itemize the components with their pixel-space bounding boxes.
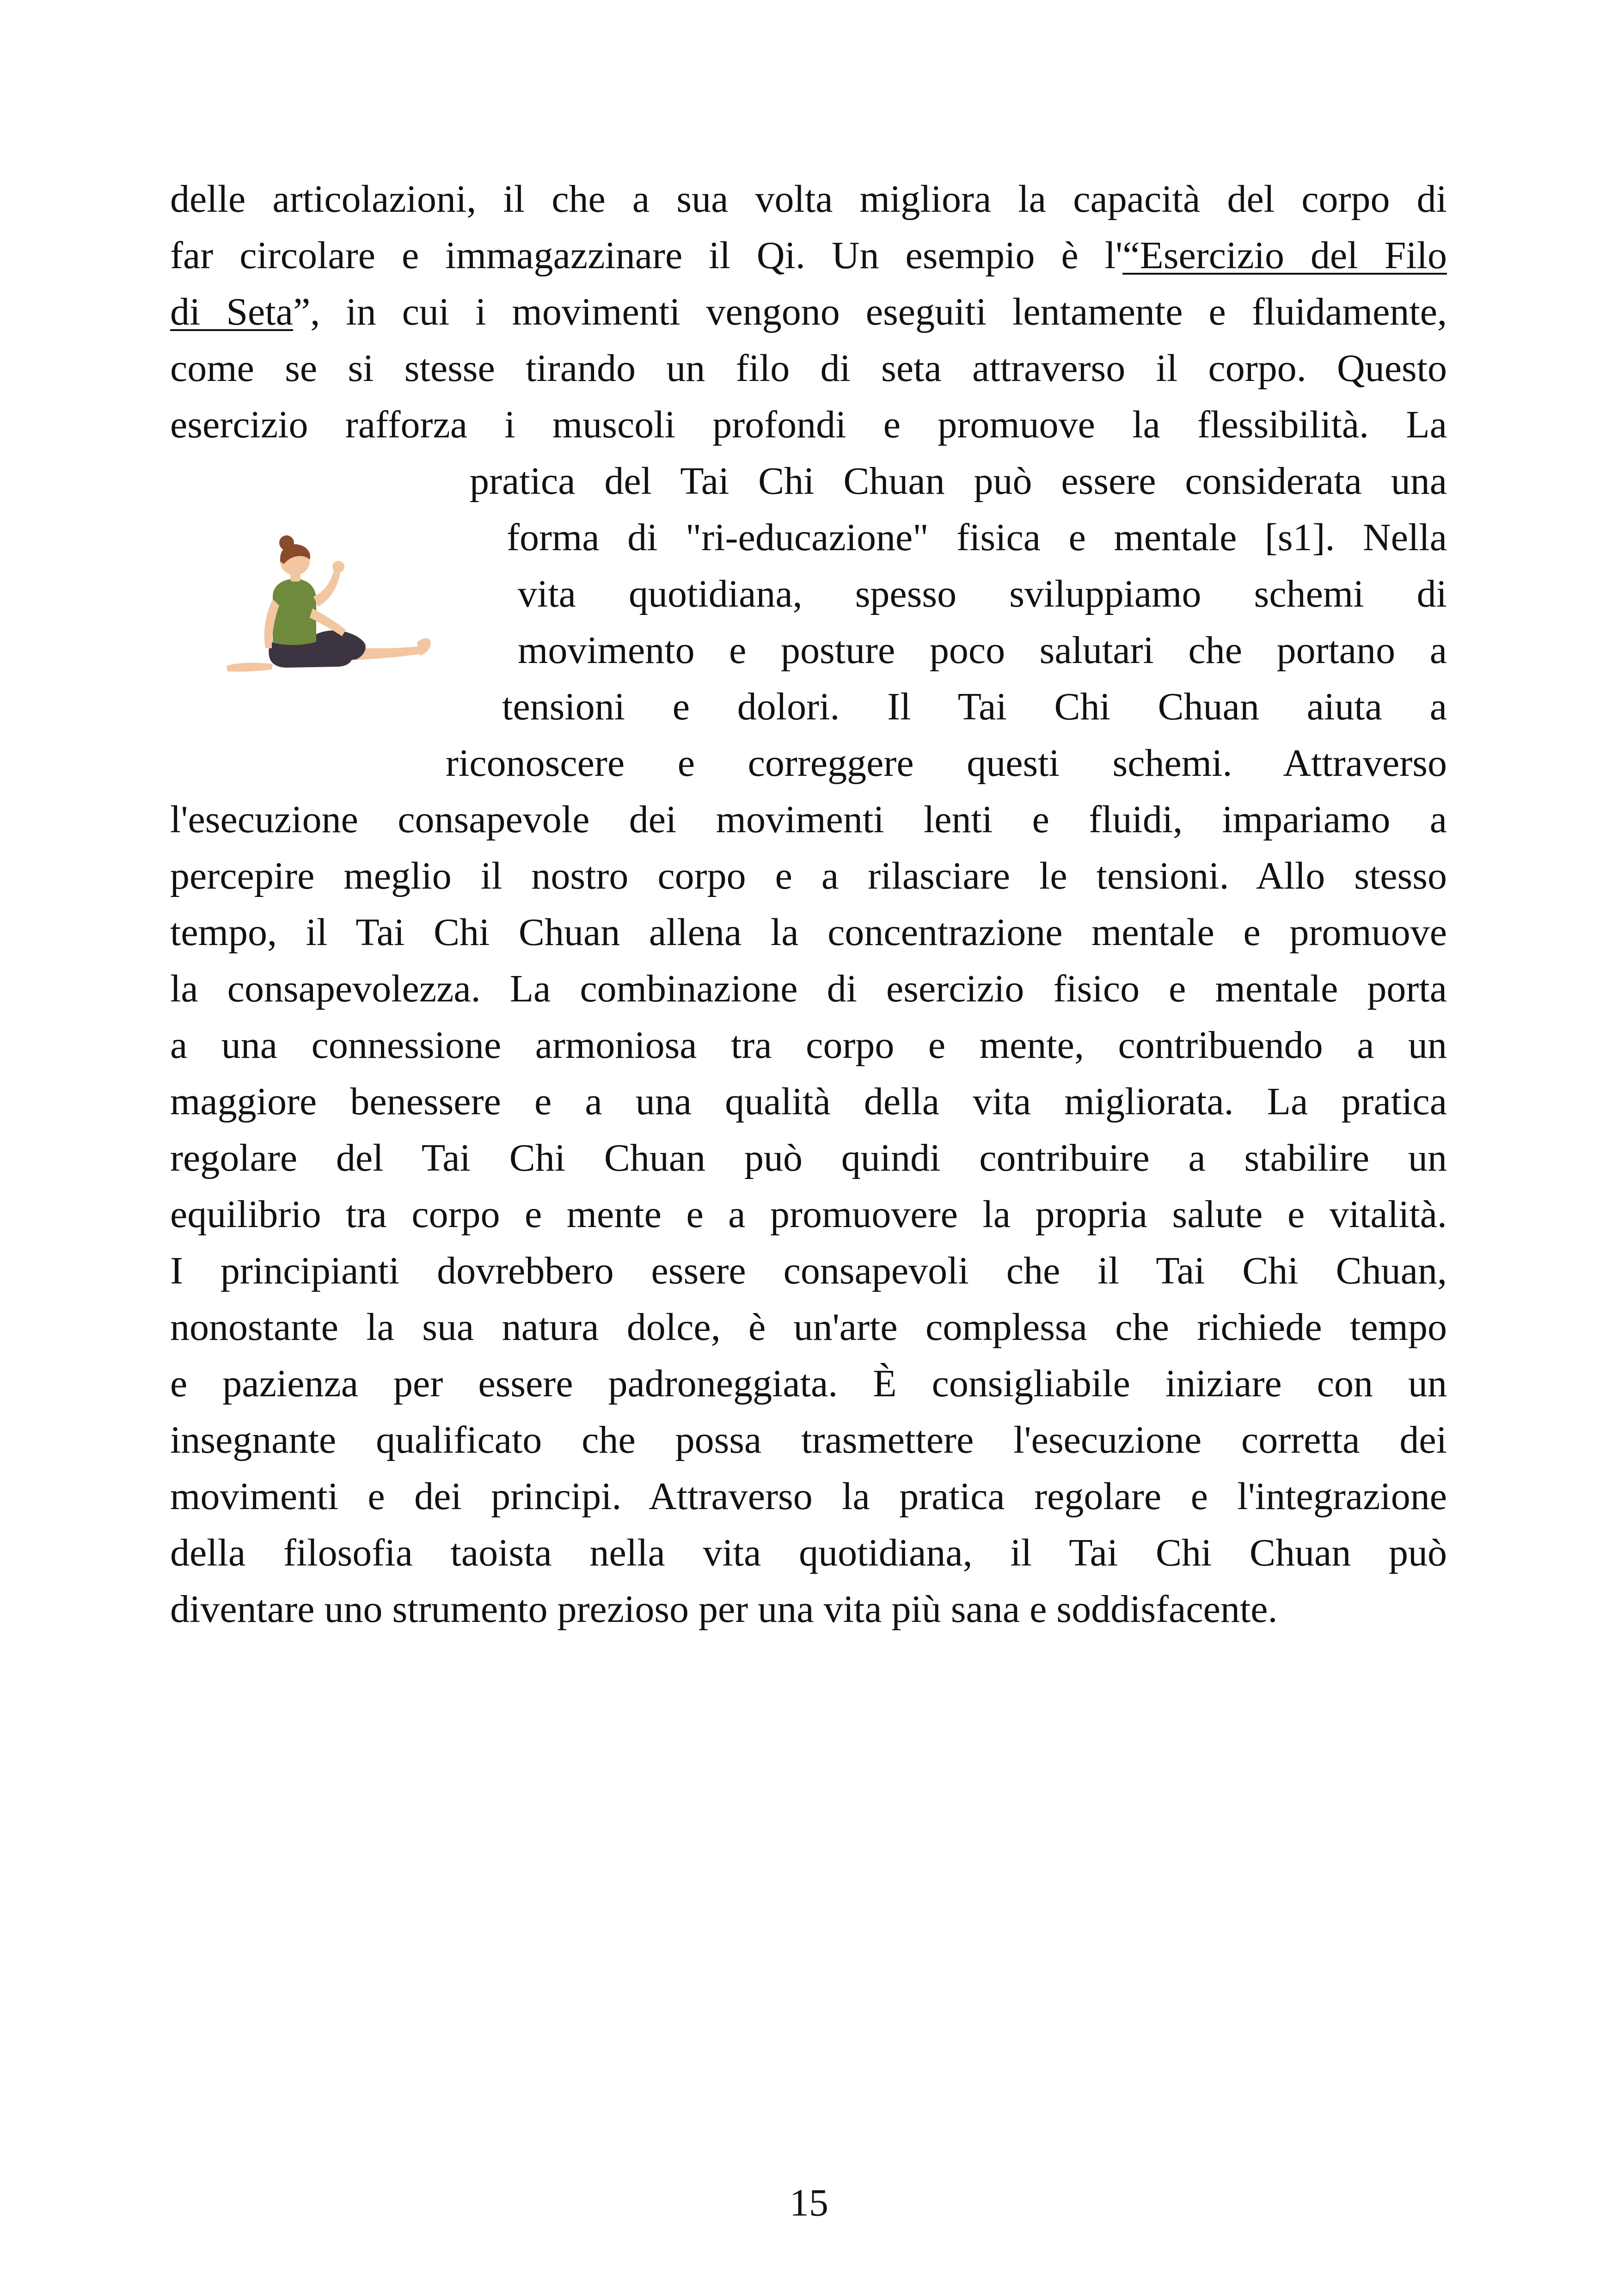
text-line-wrapped: forma di "ri-educazione" fisica e mentale [s1]. Nella <box>507 516 1447 559</box>
text-line: diventare uno strumento prezioso per una vita più sana e soddisfacente. <box>170 1588 1278 1631</box>
text-line: equilibrio tra corpo e mente e a promuovere la propria salute e vitalità. <box>170 1193 1447 1236</box>
text-line: percepire meglio il nostro corpo e a rilasciare le tensioni. Allo stesso <box>170 854 1447 897</box>
text-line-wrapped: vita quotidiana, spesso sviluppiamo schemi di <box>518 572 1447 615</box>
text-line: I principianti dovrebbero essere consapevoli che il Tai Chi Chuan, <box>170 1249 1447 1292</box>
text-line <box>170 227 1447 284</box>
text-line: esercizio rafforza i muscoli profondi e promuove la flessibilità. La <box>170 403 1447 446</box>
exercise-link-continued[interactable]: di Seta <box>170 290 293 333</box>
text-fragment: far circolare e immagazzinare il Qi. Un esempio è l' <box>170 234 1123 277</box>
text-line: la consapevolezza. La combinazione di esercizio fisico e mentale porta <box>170 967 1447 1010</box>
text-fragment: ”, in cui i movimenti vengono eseguiti lentamente e fluidamente, <box>293 290 1447 333</box>
text-line: movimenti e dei principi. Attraverso la pratica regolare e l'integrazione <box>170 1475 1447 1518</box>
text-line: regolare del Tai Chi Chuan può quindi contribuire a stabilire un <box>170 1136 1447 1179</box>
page-number: 15 <box>790 2181 828 2224</box>
exercise-link[interactable]: “Esercizio del Filo <box>1122 234 1447 277</box>
text-line-wrapped: pratica del Tai Chi Chuan può essere considerata una <box>470 460 1447 503</box>
text-line-wrapped: movimento e posture poco salutari che portano a <box>518 629 1447 672</box>
text-line: insegnante qualificato che possa trasmettere l'esecuzione corretta dei <box>170 1418 1447 1461</box>
text-line: maggiore benessere e a una qualità della vita migliorata. La pratica <box>170 1080 1447 1123</box>
text-line: l'esecuzione consapevole dei movimenti lenti e fluidi, impariamo a <box>170 798 1447 841</box>
text-line <box>170 284 1447 340</box>
text-line: nonostante la sua natura dolce, è un'arte complessa che richiede tempo <box>170 1306 1447 1349</box>
text-line-wrapped: tensioni e dolori. Il Tai Chi Chuan aiuta a <box>502 685 1447 728</box>
text-line: a una connessione armoniosa tra corpo e mente, contribuendo a un <box>170 1024 1447 1067</box>
body-text <box>170 171 1447 1638</box>
text-line: e pazienza per essere padroneggiata. È consigliabile iniziare con un <box>170 1362 1447 1405</box>
text-line: come se si stesse tirando un filo di seta attraverso il corpo. Questo <box>170 347 1447 390</box>
text-line: tempo, il Tai Chi Chuan allena la concentrazione mentale e promuove <box>170 911 1447 954</box>
text-line-wrapped: riconoscere e correggere questi schemi. Attraverso <box>446 742 1447 785</box>
text-line: delle articolazioni, il che a sua volta migliora la capacità del corpo di <box>170 178 1447 221</box>
text-line: della filosofia taoista nella vita quotidiana, il Tai Chi Chuan può <box>170 1531 1447 1574</box>
seated-twist-yoga-figure-icon <box>217 527 439 680</box>
